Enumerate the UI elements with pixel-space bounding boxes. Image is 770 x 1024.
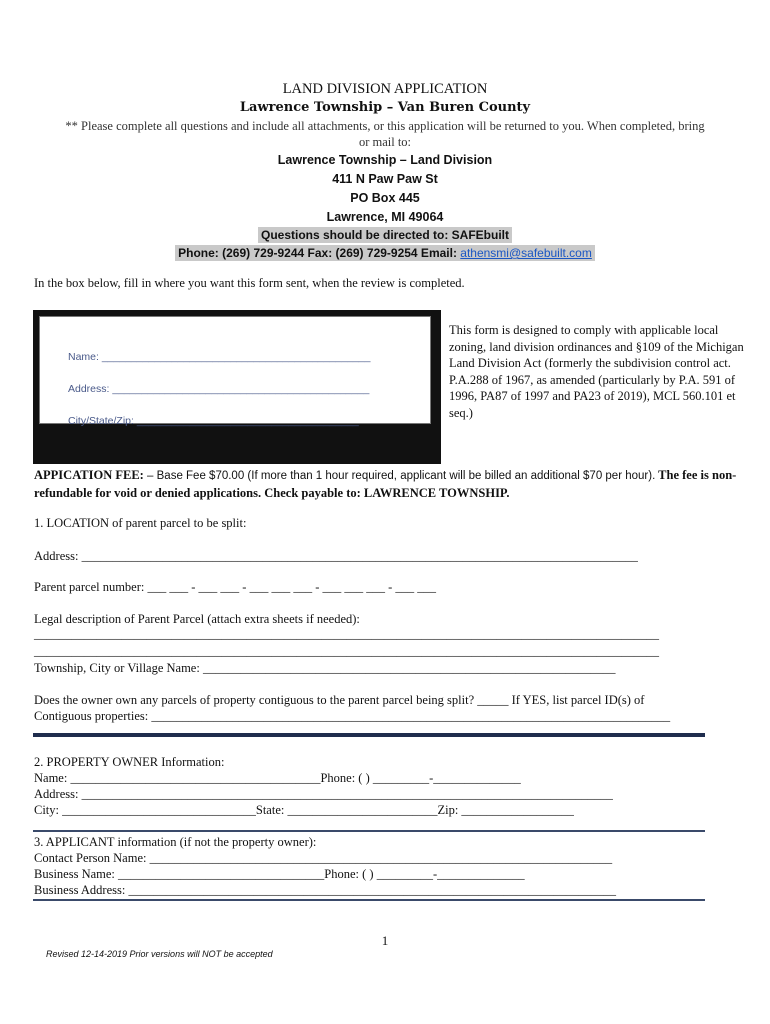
legal-description-line-2[interactable]: ____________________________________________________________________________________________________ (34, 644, 659, 658)
township-name-field[interactable]: Township, City or Village Name: __________________________________________________________________ (34, 661, 616, 675)
application-fee (34, 467, 746, 501)
revision-footer: Revised 12-14-2019 Prior versions will NOT be accepted (46, 949, 273, 959)
mail-to-line-1: Lawrence Township – Land Division (277, 153, 493, 167)
mail-to-line-4: Lawrence, MI 49064 (326, 210, 444, 224)
fee-refund-text: The fee is non-refundable for void or denied applications. Check payable to: LAWRENCE TOWNSHIP. (34, 468, 737, 500)
compliance-paragraph: This form is designed to comply with applicable local zoning, land division ordinances and §109 of the Michigan Land Division Act (formerly the subdivision control act. P.A.288 of 1967, as amended (particularly by P.A. 591 of 1996, PA87 of 1997 and PA23 of 2019), MCL 560.101 et seq.) (449, 323, 744, 420)
contiguous-question[interactable]: Does the owner own any parcels of property contiguous to the parent parcel being split? _____ If YES, list parcel ID(s) of (34, 693, 645, 707)
contact-line (0, 246, 770, 260)
mail-to-line-3: PO Box 445 (350, 191, 420, 205)
business-name-phone-field[interactable]: Business Name: _________________________________Phone: ( ) _________-______________ (34, 867, 525, 881)
location-address-field[interactable]: Address: _________________________________________________________________________________________ (34, 549, 638, 563)
instruction-note: ** Please complete all questions and include all attachments, or this application will be returned to you. When completed, bring or mail to: (65, 119, 705, 149)
return-address-box (33, 310, 441, 464)
section-divider-2 (33, 830, 705, 832)
page-number: 1 (381, 933, 389, 948)
form-title: LAND DIVISION APPLICATION (282, 81, 488, 97)
return-city-field[interactable]: City/State/Zip: ______________________________________ (68, 415, 359, 427)
owner-name-phone-field[interactable]: Name: ________________________________________Phone: ( ) _________-______________ (34, 771, 521, 785)
fee-label: APPICATION FEE: (34, 468, 144, 482)
legal-description-line-1[interactable]: ____________________________________________________________________________________________________ (34, 627, 659, 641)
contiguous-properties-field[interactable]: Contiguous properties: ___________________________________________________________________________________ (34, 709, 671, 723)
section3-heading: 3. APPLICANT information (if not the property owner): (34, 835, 317, 849)
questions-text: Questions should be directed to: SAFEbuilt (258, 227, 512, 243)
section-divider-3 (33, 899, 705, 901)
section2-heading: 2. PROPERTY OWNER Information: (34, 755, 225, 769)
contact-person-field[interactable]: Contact Person Name: __________________________________________________________________________ (34, 851, 613, 865)
mail-to-line-2: 411 N Paw Paw St (332, 172, 438, 186)
contact-highlight (175, 245, 595, 261)
questions-line (0, 228, 770, 242)
instructions-text: In the box below, fill in where you want this form sent, when the review is completed. (34, 276, 465, 290)
owner-city-state-zip-field[interactable]: City: _______________________________State: ________________________Zip: __________________ (34, 803, 574, 817)
section-divider-1 (33, 733, 705, 737)
return-address-panel (39, 316, 431, 427)
owner-address-field[interactable]: Address: _____________________________________________________________________________________ (34, 787, 613, 801)
form-subtitle: Lawrence Township – Van Buren County (239, 100, 531, 115)
fee-text: – Base Fee $70.00 (If more than 1 hour required, applicant will be billed an additional $70 per hour). (143, 470, 656, 482)
email-link[interactable]: athensmi@safebuilt.com (460, 246, 592, 260)
section1-heading: 1. LOCATION of parent parcel to be split: (34, 516, 247, 530)
legal-description-label: Legal description of Parent Parcel (attach extra sheets if needed): (34, 612, 360, 626)
phone-fax-text: Phone: (269) 729-9244 Fax: (269) 729-9254 Email: (178, 246, 461, 260)
return-address-field[interactable]: Address: ____________________________________________ (68, 383, 370, 395)
return-name-field[interactable]: Name: ______________________________________________ (68, 351, 371, 363)
parent-parcel-number-field[interactable]: Parent parcel number: ___ ___ - ___ ___ - ___ ___ ___ - ___ ___ ___ - ___ ___ (34, 580, 437, 594)
business-address-field[interactable]: Business Address: ______________________________________________________________________________ (34, 883, 616, 897)
